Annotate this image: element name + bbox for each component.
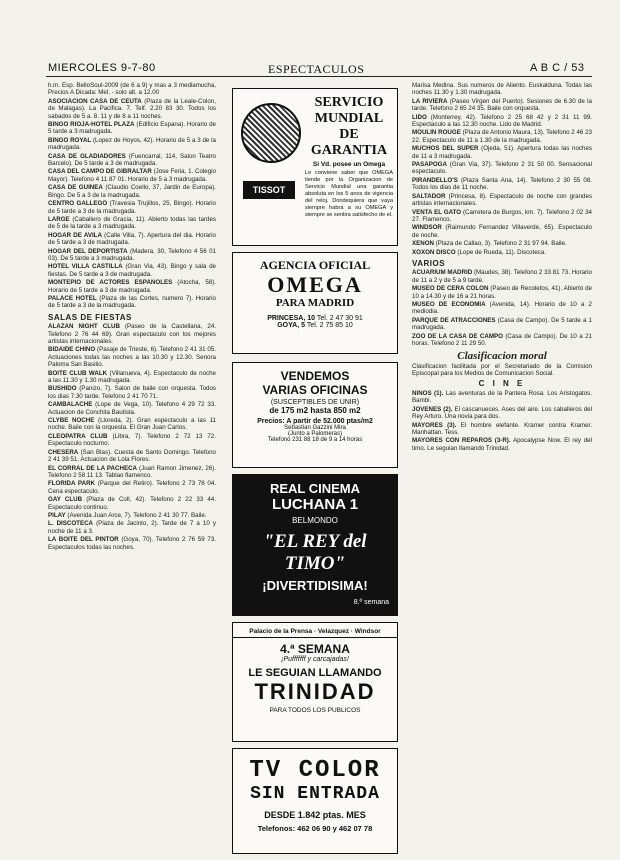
listing-name: PILAY	[48, 511, 66, 519]
listing-text: Marisa Medina. Sus numeros de Aliento. Euskalduna. Todas las noches 11.30 y 1.30 madrugada.	[412, 82, 592, 97]
agencia-omega-ad	[232, 252, 398, 354]
listing-entry	[48, 184, 216, 199]
listing-entry	[412, 333, 592, 348]
header-page: A B C / 53	[530, 62, 585, 74]
listing-name: CHESERA	[48, 448, 79, 456]
cinema-line6: 8.ª semana	[353, 599, 389, 606]
listing-entry	[48, 248, 216, 263]
tv-line2: SIN ENTRADA	[250, 784, 380, 804]
listing-name: CENTRO GALLEGO	[48, 200, 108, 208]
listing-text: (Gran Via, 37). Telefono 2 31 50 00. Sensacional espectaculo.	[412, 161, 592, 176]
listing-entry	[48, 480, 216, 495]
listing-name: MUSEO DE ECONOMIA	[412, 300, 486, 308]
listing-name: HOTEL VILLA CASTILLA	[48, 263, 123, 271]
listing-text: (Panizo, 7). Salon de baile con orquesta. Todos los dias 7.30 tarde. Telefono 2 41 70 71.	[48, 385, 216, 400]
listing-name: MUCHOS DEL SUPER	[412, 145, 479, 153]
agencia-addr2: GOYA, 5	[277, 322, 305, 329]
listing-text: (Carretera de Burgos, km. 7). Telefono 2 02 34 27. Flamenco.	[412, 208, 592, 223]
listing-entry	[412, 437, 592, 452]
listing-text: (Paseo de Recoletos, 41). Abierto de 10 a 14.30 y de 16 a 21 horas.	[412, 285, 592, 300]
oficinas-line8: Telefono 231 88 18 de 9 a 14 horas	[267, 437, 363, 443]
listing-entry	[412, 249, 592, 256]
listing-text: (Plaza Santa Ana, 14). Telefono 2 30 55 08. Todos los dias de 11 noche.	[412, 176, 592, 192]
listing-entry	[48, 263, 216, 278]
listing-text: (Plaza de la Leale-Colon, de Malagas). La Pacifica. 7. Telf. 2.20 83 30. Todos los sabados de 5 a. 8. 11 y de 8 a 11 noches.	[48, 97, 216, 120]
trinidad-ad	[232, 622, 398, 742]
agencia-tel2: Tel. 2 75 85 10	[306, 322, 353, 329]
listing-entry	[412, 161, 592, 176]
listing-text: (Fuencarral, 114, Salon Teatro Barcelo). De 5 tarde a 3 de madrugada.	[48, 152, 216, 168]
listing-text: (Maudes, 38). Telefono 2 33 81 73. Horario de 11 a 2 y de 5 a 9 tarde.	[412, 269, 592, 284]
listing-name: ASOCIACION CASA DE CEUTA	[48, 97, 142, 105]
listing-name: XENON	[412, 240, 435, 248]
listing-text: (Pasaje de Trieste, 6). Telefono 2 41 31 05. Actuaciones todas las noches a las 10.30 y 12.30. Senora Paloma San Basilio.	[48, 346, 216, 369]
listing-name: JOVENES (2).	[412, 405, 453, 413]
classification-list	[412, 390, 592, 452]
listing-text: (Princesa, 8). Espectaculo de noche con grandes artistas internacionales.	[412, 192, 592, 208]
listing-name: LA RIVIERA	[412, 97, 448, 105]
listing-entry	[412, 177, 592, 192]
listing-text: (Casa de Campo). De 5 tarde a 1 madrugada.	[412, 316, 592, 332]
listing-name: CLYBE NOCHE	[48, 417, 95, 425]
right-entries	[412, 82, 592, 256]
listing-name: BINGO ROYAL	[48, 136, 92, 144]
listing-text: (Paseo de la Castellana, 24. Telefono 2 76 44 69). Gran espectaculo con los mejores artistas internacionales.	[48, 323, 216, 345]
section-varios: VARIOS	[412, 258, 446, 268]
listing-name: NINOS (1).	[412, 390, 444, 398]
tv-line4: Telefonos: 462 06 90 y 462 07 78	[257, 824, 373, 833]
listing-text: (Raimundo Fernandez Villaverde, 65). Espectaculo de noche.	[412, 224, 592, 239]
listing-name: MUSEO DE CERA COLON	[412, 285, 489, 293]
listing-name: CLEOPATRA CLUB	[48, 432, 108, 440]
listing-text: Apocalypse Now. El rey del timo. Le seguian llamando Trinidad.	[412, 437, 592, 452]
left-entries	[48, 98, 216, 310]
listing-text: (Ojeda, 51). Apertura todas las noches de 11 a 3 madrugada.	[412, 145, 592, 160]
listing-entry	[412, 98, 592, 113]
listing-name: BOITE CLUB WALK	[48, 369, 108, 377]
tv-line3: DESDE 1.842 ptas. MES	[264, 810, 366, 820]
omega-body: Le conviene saber que OMEGA tiende por la Organizacion de Servicio Mundial una garantia absoluta en los 5 anos de vigencia del reloj. Dondequiera que vaya siempre habra a su OMEGA y siempre se sentira satisfecho de el.	[305, 170, 393, 218]
listing-entry	[48, 279, 216, 294]
listing-entry	[48, 168, 216, 183]
cine-heading: C I N E	[478, 378, 526, 388]
listing-entry	[412, 145, 592, 160]
trinidad-week: 4.ª SEMANA	[280, 642, 350, 656]
listing-entry	[412, 317, 592, 332]
listing-entry	[48, 417, 216, 432]
listing-text: (Juan Ramon Jimenez, 26). Telefono 2 58 11 13. Tablao flamenco.	[48, 464, 216, 479]
listing-name: HOGAR DE AVILA	[48, 231, 102, 239]
listing-name: PARQUE DE ATRACCIONES	[412, 316, 496, 324]
omega-line4: Si Vd. posee un Omega	[312, 161, 386, 168]
listing-text: (Monterrey, 42). Telefono 2 25 68 42 y 2 31 11 99. Espectaculo a las 12.30 noche. Lido de Madrid.	[412, 113, 592, 129]
listing-entry	[412, 406, 592, 421]
trinidad-line3: PARA TODOS LOS PUBLICOS	[269, 707, 361, 714]
omega-line3: GARANTIA	[310, 143, 388, 158]
oficinas-line1: VENDEMOS	[280, 369, 350, 383]
listing-entry	[412, 224, 592, 239]
listing-text: El hombre elefante. Kramer contra Kramer. Manhattan. Tess.	[412, 421, 592, 437]
listing-name: CASA DE GLADIADORES	[48, 152, 126, 160]
agencia-tel1: Tel. 2 47 30 91	[316, 315, 363, 322]
listing-text: (Parque del Retiro). Telefono 2 73 78 04. Cena espectaculo.	[48, 480, 216, 495]
listing-name: BIDAIDE CHINO	[48, 346, 96, 354]
listing-text: (Lopez de Hoyos, 42). Horario de 5 a 3 de la madrugada.	[48, 136, 216, 152]
listing-text: (Libra, 7). Telefono 2 72 13 72. Espectaculo nocturno.	[48, 432, 216, 448]
omega-ad	[232, 88, 398, 246]
cinema-line3: BELMONDO	[292, 516, 338, 525]
listing-entry	[48, 433, 216, 448]
listing-entry	[48, 449, 216, 464]
listing-entry	[412, 240, 592, 247]
listing-name: HOGAR DEL DEPORTISTA	[48, 247, 128, 255]
listing-text: (Goya, 70). Telefono 2 76 59 73. Espectaculos todas las noches.	[48, 536, 216, 551]
listing-text: (Lope de Vega, 10). Telefono 4 29 72 33. Actuacion de Conchita Bautista.	[48, 401, 216, 416]
listing-entry	[412, 285, 592, 300]
listing-entry	[412, 129, 592, 144]
oficinas-line4: de 175 m2 hasta 850 m2	[269, 406, 361, 415]
listing-name: MAYORES (3).	[412, 421, 457, 429]
agencia-line1: AGENCIA OFICIAL	[259, 258, 371, 272]
trinidad-tag: ¡Pufffffff y carcajadas!	[281, 656, 349, 663]
listing-text: (Edificio Espana). Horario de 5 tarde a 3 madrugada.	[48, 121, 216, 136]
listing-name: ALAZAN NIGHT CLUB	[48, 323, 120, 331]
listing-name: BUSHIDO	[48, 385, 77, 393]
section-salas: SALAS DE FIESTAS	[48, 312, 132, 322]
header-section: ESPECTACULOS	[268, 62, 365, 76]
listing-entry	[412, 422, 592, 437]
classification-intro: Clasificacion facilitada por el Secretariado de la Comision Episcopal para los Medios de Comunicacion Social.	[412, 362, 592, 378]
listing-entry	[48, 385, 216, 400]
oficinas-ad	[232, 362, 398, 468]
oficinas-line2: VARIAS OFICINAS	[262, 383, 368, 397]
tissot-logo: TISSOT	[243, 181, 295, 199]
omega-seal-icon	[241, 103, 301, 163]
listing-text: (Claudio Coello, 37, Jardin de Europa). Bingo. De 5 a 3 de la madrugada.	[48, 184, 216, 199]
classification-title: Clasificacion moral	[457, 350, 547, 363]
listing-name: EL CORRAL DE LA PACHECA	[48, 464, 138, 472]
listing-entry	[48, 401, 216, 416]
tv-color-ad	[232, 748, 398, 854]
cinema-line2: LUCHANA 1	[271, 496, 359, 513]
listing-text: (Madera, 30, Telefono 4 56 01 03). De 5 tarde a 3 madrugada.	[48, 247, 216, 262]
listing-text: (Lloreda, 2). Gran espectaculo a las 11 noche. Baile con la orquesta. El Gran Juan Carlos.	[48, 417, 216, 432]
listing-name: PIRANDELLO'S	[412, 176, 458, 184]
listing-name: PASAPOGA	[412, 161, 447, 169]
listing-text: (Travesia Trujillos, 25, Bingo). Horario de 5 tarde a 3 de la madrugada.	[48, 200, 216, 215]
listing-text: (Calle Villa, 7). Apertura del dia. Horario de 5 tarde a 3 de madrugada.	[48, 231, 216, 247]
listing-entry	[48, 536, 216, 551]
omega-line1: SERVICIO	[314, 95, 384, 110]
trinidad-line1: LE SEGUIAN LLAMANDO	[248, 667, 382, 679]
listing-name: MOULIN ROUGE	[412, 129, 461, 137]
listing-name: L. DISCOTECA	[48, 520, 94, 528]
listing-entry	[48, 121, 216, 136]
omega-line2: MUNDIAL DE	[314, 111, 384, 142]
listing-text: (Plaza de Antonio Maura, 13). Telefono 2 46 23 22. Espectaculo de 11 a 1.30 de la madrugada.	[412, 129, 592, 144]
listing-name: MONTEPIO DE ACTORES ESPANOLES	[48, 279, 173, 287]
cinema-line4: "EL REY del TIMO"	[263, 531, 367, 574]
trinidad-line2: TRINIDAD	[254, 679, 376, 704]
listing-name: MAYORES CON REPAROS (3-R).	[412, 437, 511, 445]
listing-text: (Paseo Virgen del Puerto). Sesiones de 6.30 de la tarde. Telefono 2 65 24 35. Baile con orquesta.	[412, 97, 592, 113]
listing-name: LIDO	[412, 113, 427, 121]
listing-name: CAMBALACHE	[48, 401, 93, 409]
listing-entry	[48, 512, 216, 519]
listing-text: (Gran Via, 43). Bingo y sala de fiestas. De 5 tarde a 3 de madrugada.	[48, 263, 216, 278]
listing-entry	[48, 216, 216, 231]
listing-name: ACUARIUM MADRID	[412, 269, 473, 277]
cinema-line1: REAL CINEMA	[269, 481, 361, 496]
header-date: MIERCOLES 9-7-80	[48, 62, 156, 74]
listing-text: (Plaza de Coll, 42). Telefono 2 22 33 44. Espectaculo continuo.	[48, 496, 216, 511]
listing-entry	[48, 465, 216, 480]
listings-left-column	[48, 82, 216, 858]
listing-entry	[48, 200, 216, 215]
listing-text: (Plaza de Jacinto, 2). Tarde de 7 a 10 y noche de 11 a 3.	[48, 520, 216, 535]
listing-name: CASA DEL CAMPO DE GIBRALTAR	[48, 168, 152, 176]
listing-entry	[48, 295, 216, 310]
listing-text: (Caballero de Gracia, 11). Abierto todas las tardes de 5 de la tarde a 3 madrugada.	[48, 215, 216, 231]
agencia-line2: OMEGA	[267, 272, 363, 297]
cinema-line5: ¡DIVERTIDISIMA!	[262, 578, 368, 593]
listing-entry	[412, 390, 592, 405]
listing-entry	[412, 301, 592, 316]
listing-text: Las aventuras de la Pantera Rosa. Los Aristogatos. Bambi.	[412, 390, 592, 405]
oficinas-line6: Sebastian Gazzini Mira	[284, 425, 346, 431]
listing-text: (Plaza de Callao, 3). Telefono 2 31 97 94. Baile.	[435, 240, 567, 248]
listing-name: FLORIDA PARK	[48, 480, 96, 488]
listing-entry	[412, 209, 592, 224]
listing-name: BINGO RIOJA-HOTEL PLAZA	[48, 121, 135, 129]
listing-text: El cascanueces. Ases del aire. Los caballeros del Rey Arturo. Una novia para dos.	[412, 405, 592, 421]
listing-text: (Jose Feria, 1. Colegio Mayor). Telefono 4 11 87 01. Horario de 5 a 3 madrugada.	[48, 168, 216, 183]
listing-name: PALACE HOTEL	[48, 294, 97, 302]
listing-name: VENTA EL GATO	[412, 208, 462, 216]
agencia-line3: PARA MADRID	[275, 297, 355, 309]
listing-entry	[48, 137, 216, 152]
listing-name: GAY CLUB	[48, 496, 83, 504]
listing-entry	[412, 82, 592, 97]
listing-entry	[48, 232, 216, 247]
listing-name: LA BOITE DEL PINTOR	[48, 536, 119, 544]
oficinas-line5: Precios: A partir de 52.000 ptas/m2	[257, 418, 373, 425]
left-entries-salas	[48, 323, 216, 551]
listing-entry	[48, 370, 216, 385]
listing-text: (Atocha, 58). Horario de 5 tarde a 3 de madrugada.	[48, 279, 216, 294]
listing-name: XOXON DISCO	[412, 248, 456, 256]
listing-name: SALTADOR	[412, 192, 446, 200]
page-header	[0, 0, 620, 78]
listing-name: WINDSOR	[412, 224, 442, 232]
oficinas-line7: (Junto a Palomeras)	[287, 431, 343, 437]
listings-right-column	[412, 82, 592, 858]
listing-entry	[48, 496, 216, 511]
listing-name: ZOO DE LA CASA DE CAMPO	[412, 332, 503, 340]
listing-text: (Villanueva, 4). Espectaculo de noche a las 11.30 y 1.30 madrugada.	[48, 369, 216, 385]
listing-entry	[48, 323, 216, 345]
listing-entry	[412, 269, 592, 284]
trinidad-venues: Palacio de la Prensa · Velazquez · Windsor	[233, 628, 397, 638]
listing-entry	[48, 98, 216, 120]
listing-entry	[48, 153, 216, 168]
header-rule	[46, 76, 592, 77]
oficinas-line3: (SUSCEPTIBLES DE UNIR)	[270, 399, 360, 406]
listing-name: CASA DE GUINEA	[48, 184, 103, 192]
tv-line1: TV COLOR	[249, 757, 381, 784]
listing-entry	[48, 520, 216, 535]
listing-entry	[412, 193, 592, 208]
listing-text: (Casa de Campo). De 10 a 21 horas. Telefono 2 11 29 50.	[412, 332, 592, 347]
listing-text: (Lope de Rueda, 11). Discoteca.	[457, 248, 547, 256]
right-varios	[412, 269, 592, 347]
listing-entry	[412, 114, 592, 129]
listing-entry	[48, 346, 216, 368]
listing-name: LARGE	[48, 215, 70, 223]
left-intro: h.m. Esp. BelloSoul-2009 (de 6 a 9) y mas a 3 mediamucha, Precios A Dicada: Mel. - solo alt. a 12.00	[48, 82, 216, 97]
listing-text: (Avenida, 14). Horario de 10 a 2 mediodia.	[412, 300, 592, 316]
agencia-addr1: PRINCESA, 10	[267, 315, 316, 322]
listing-text: (Plaza de las Cortes, numero 7). Horario de 5 tarde a 3 de la madrugada.	[48, 294, 216, 310]
real-cinema-ad	[232, 474, 398, 616]
listing-text: (Avenida Juan Arce, 7). Telefono 2 41 30 77. Baile.	[67, 511, 207, 519]
listing-text: (San Blas). Cuesta de Santo Domingo. Telefono 2 41 39 51. Actuacion de Lola Flores.	[48, 448, 216, 464]
